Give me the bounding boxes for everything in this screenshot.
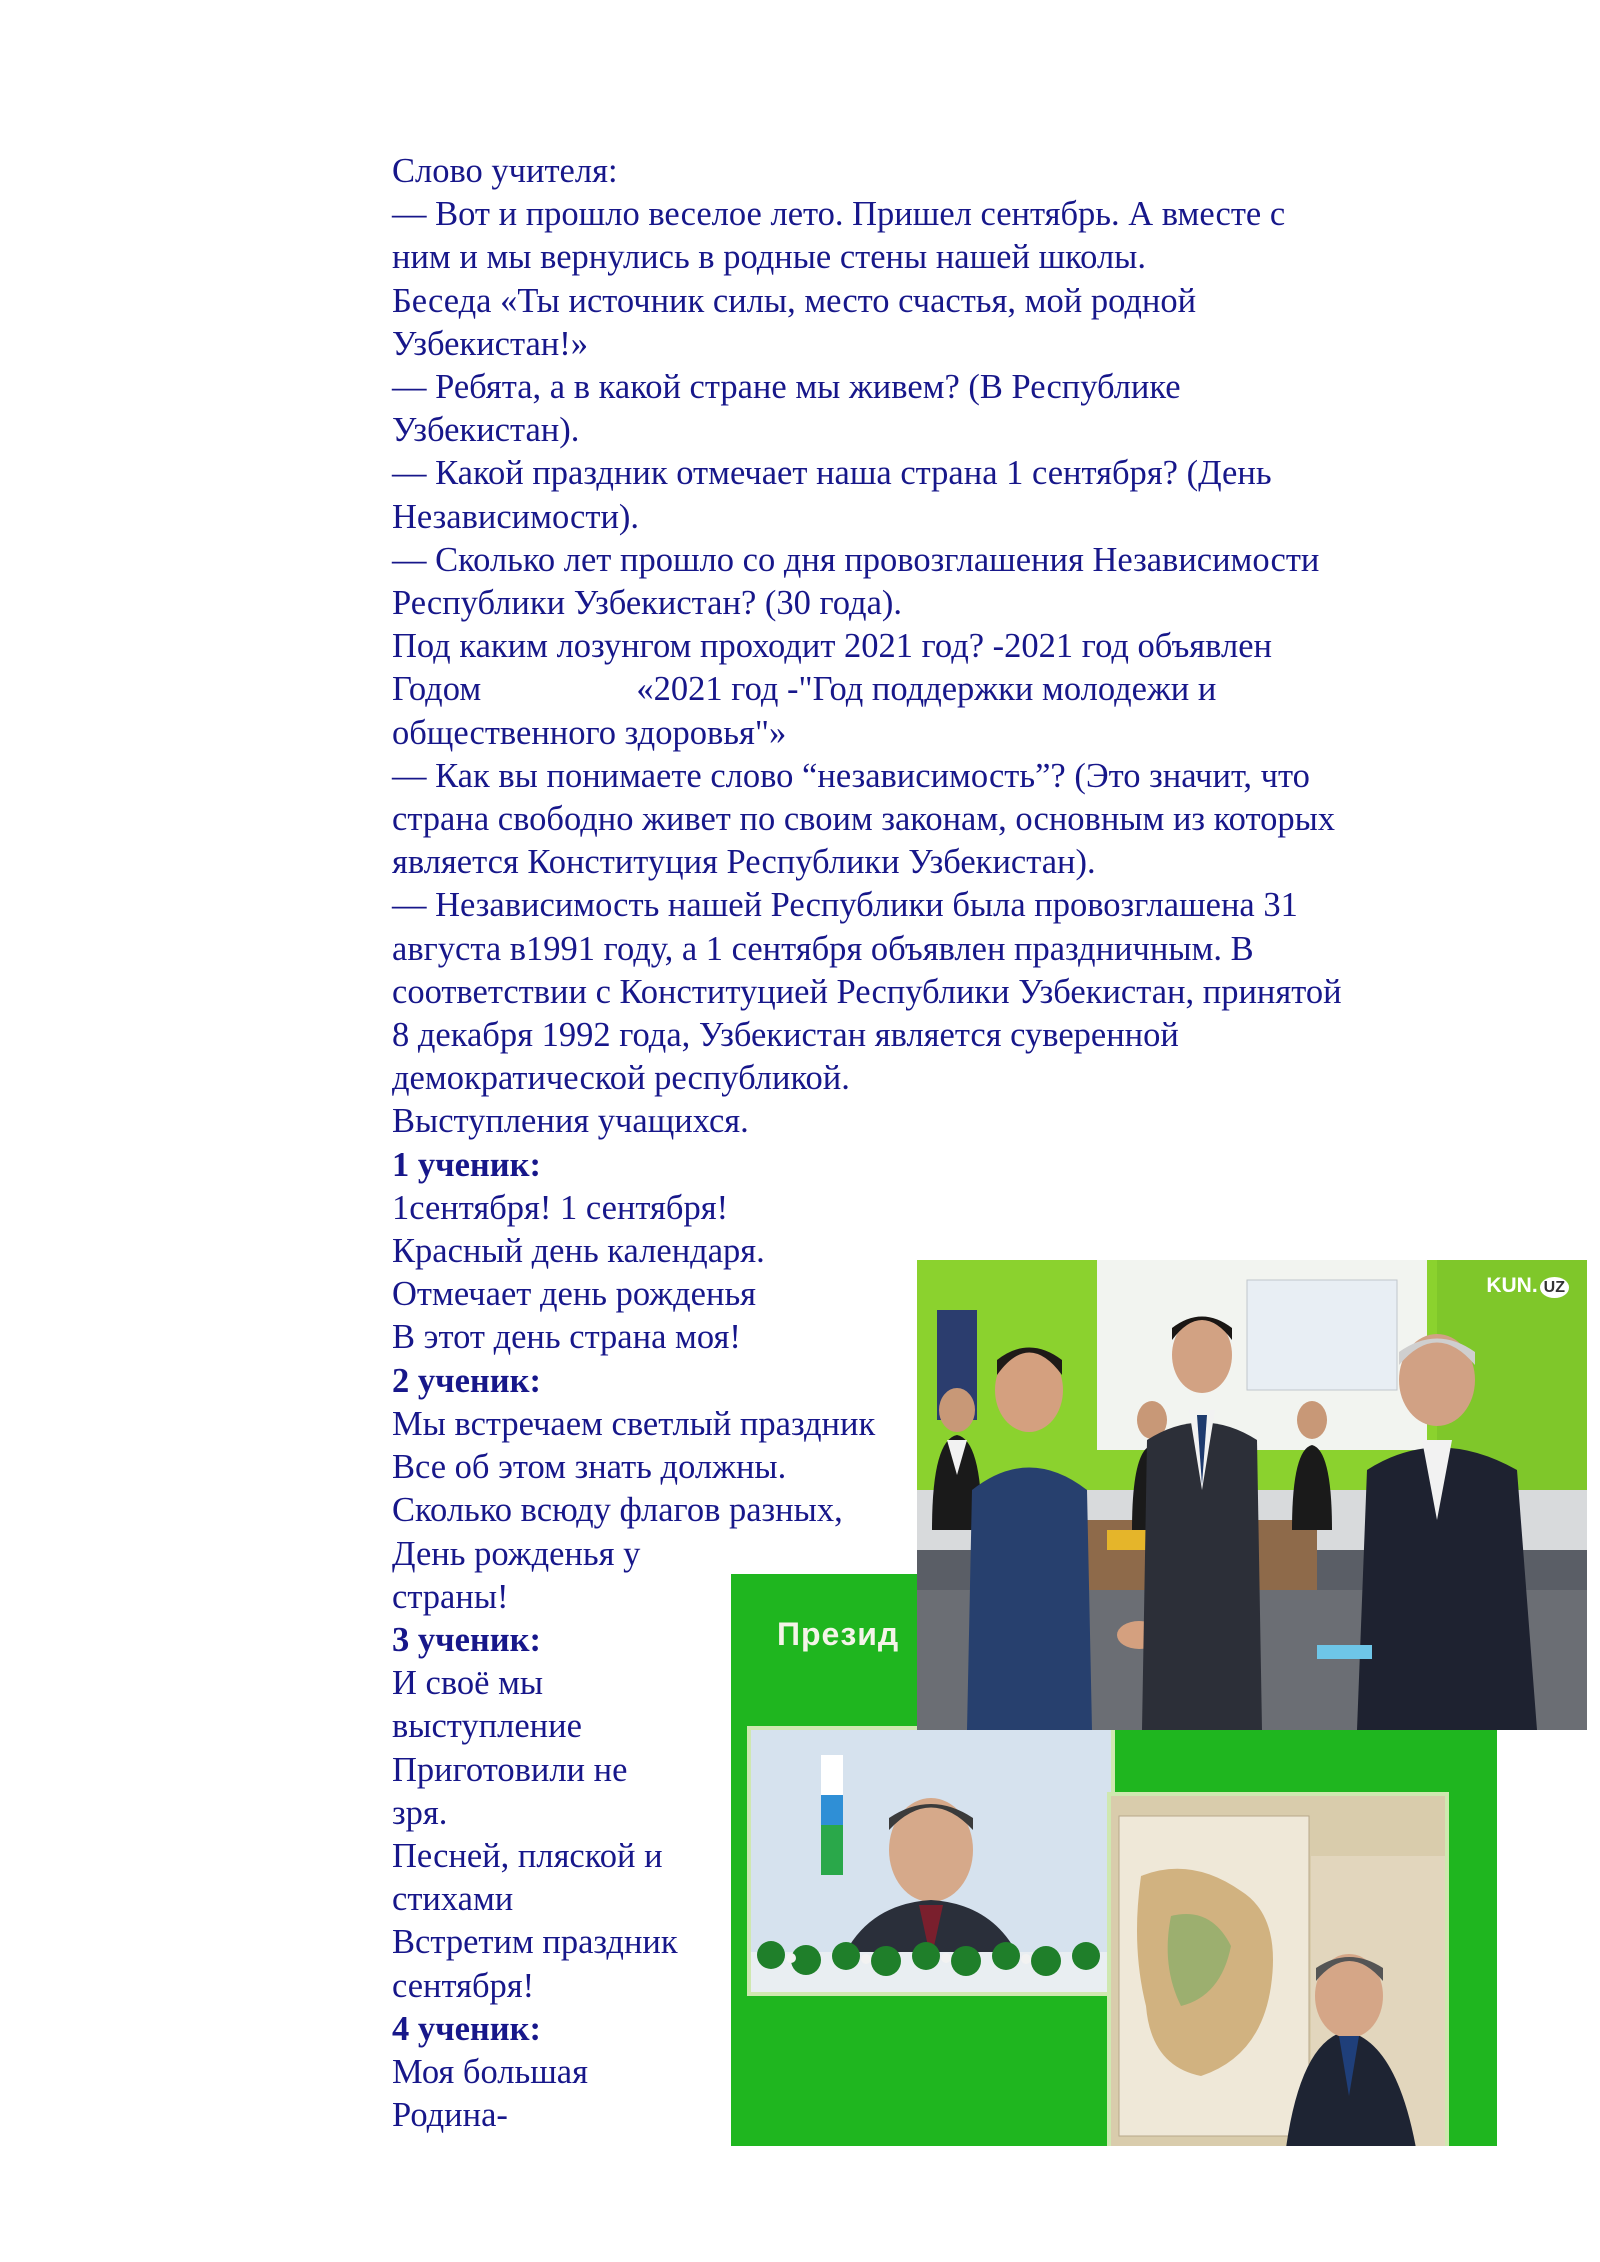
text-line: Под каким лозунгом проходит 2021 год? -2021 год объявлен — [392, 627, 1273, 666]
text-line: ним и мы вернулись в родные стены нашей школы. — [392, 238, 1146, 277]
speaker-heading: 4 ученик: — [392, 2009, 542, 2048]
speaker-heading: 1 ученик: — [392, 1145, 542, 1184]
text-line: Годом «2021 год -"Год поддержки молодежи и — [392, 670, 1217, 709]
text-line: сентября! — [392, 1966, 535, 2005]
classroom-photo — [917, 1260, 1587, 1730]
text-line: Мы встречаем светлый праздник — [392, 1404, 876, 1443]
text-line: является Конституция Республики Узбекистан). — [392, 843, 1096, 882]
text-line: Сколько всюду флагов разных, — [392, 1491, 843, 1530]
text-line: Независимости). — [392, 497, 640, 536]
text-line: Родина- — [392, 2096, 508, 2135]
text-line: Узбекистан). — [392, 411, 580, 450]
text-line: Слово учителя: — [392, 152, 618, 190]
text-line: — Ребята, а в какой стране мы живем? (В Республике — [392, 368, 1181, 407]
text-line: стихами — [392, 1880, 514, 1919]
classroom-illustration — [917, 1260, 1587, 1730]
speaker-heading: 2 ученик: — [392, 1361, 542, 1400]
text-line: Встретим праздник — [392, 1923, 678, 1962]
text-line: августа в1991 году, а 1 сентября объявлен праздничным. В — [392, 929, 1254, 968]
text-line: И своё мы — [392, 1664, 544, 1703]
text-line: Песней, пляской и — [392, 1836, 663, 1875]
text-line: 1сентября! 1 сентября! — [392, 1188, 729, 1227]
text-line: зря. — [392, 1793, 448, 1832]
text-line: Выступления учащихся. — [392, 1102, 749, 1141]
text-line: страны! — [392, 1577, 509, 1616]
portrait-illustration — [751, 1730, 1111, 1992]
text-line: — Какой праздник отмечает наша страна 1 сентября? (День — [392, 454, 1272, 493]
text-line: Моя большая — [392, 2052, 588, 2091]
text-line: В этот день страна моя! — [392, 1318, 741, 1357]
text-line: Приготовили не — [392, 1750, 628, 1789]
logo-text: KUN. — [1486, 1274, 1538, 1297]
speaker-heading: 3 ученик: — [392, 1620, 542, 1659]
text-line: — Как вы понимаете слово “независимость”? (Это значит, что — [392, 756, 1310, 795]
president-map-photo — [1107, 1792, 1449, 2146]
text-line: общественного здоровья"» — [392, 713, 787, 752]
map-illustration — [1111, 1796, 1445, 2146]
president-portrait-photo — [747, 1726, 1115, 1996]
text-line: — Вот и прошло веселое лето. Пришел сентябрь. А вместе с — [392, 195, 1286, 234]
text-line: Красный день календаря. — [392, 1232, 765, 1271]
text-line: Узбекистан!» — [392, 324, 588, 363]
text-line: демократической республикой. — [392, 1059, 850, 1098]
logo-badge: UZ — [1540, 1277, 1569, 1298]
text-line: Отмечает день рожденья — [392, 1275, 757, 1314]
text-line: 8 декабря 1992 года, Узбекистан является суверенной — [392, 1016, 1179, 1055]
text-line: выступление — [392, 1707, 582, 1746]
text-line: Республики Узбекистан? (30 года). — [392, 584, 903, 623]
text-line: Все об этом знать должны. — [392, 1448, 787, 1487]
text-line: соответствии с Конституцией Республики Узбекистан, принятой — [392, 972, 1342, 1011]
text-line: — Сколько лет прошло со дня провозглашения Независимости — [392, 540, 1320, 579]
text-line: — Независимость нашей Республики была провозглашена 31 — [392, 886, 1298, 925]
banner-title: Презид — [777, 1616, 900, 1652]
kun-uz-logo — [1486, 1274, 1569, 1298]
text-line: Беседа «Ты источник силы, место счастья, мой родной — [392, 281, 1197, 320]
text-line: День рожденья у — [392, 1534, 641, 1573]
text-line: страна свободно живет по своим законам, основным из которых — [392, 800, 1336, 839]
